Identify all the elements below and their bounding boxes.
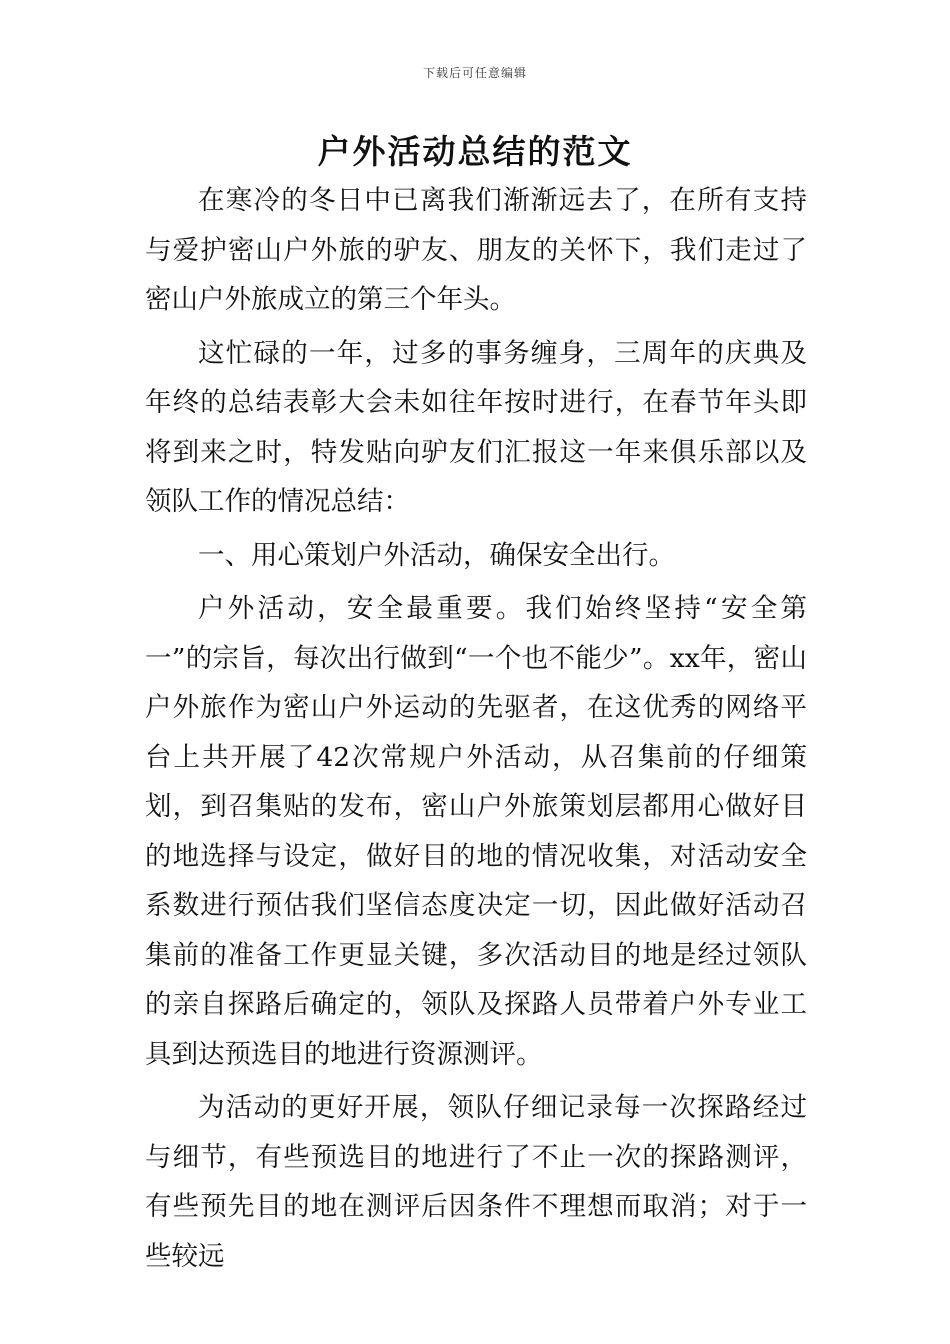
document-body — [145, 176, 807, 1285]
paragraph-busy-year: 这忙碌的一年，过多的事务缠身，三周年的庆典及年终的总结表彰大会未如往年按时进行，在春节年头即将到来之时，特发贴向驴友们汇报这一年来俱乐部以及领队工作的情况总结： — [145, 337, 807, 517]
header-note: 下载后可任意编辑 — [422, 66, 527, 80]
document-title: 户外活动总结的范文 — [317, 132, 633, 171]
section-heading-1: 一、用心策划户外活动，确保安全出行。 — [198, 539, 675, 571]
paragraph-intro: 在寒冷的冬日中已离我们渐渐远去了，在所有支持与爱护密山户外旅的驴友、朋友的关怀下，我们走过了密山户外旅成立的第三个年头。 — [145, 185, 807, 315]
paragraph-safety: 户外活动，安全最重要。我们始终坚持“安全第一”的宗旨，每次出行做到“一个也不能少”。xx年，密山户外旅作为密山户外运动的先驱者，在这优秀的网络平台上共开展了42次常规户外活动，从召集前的仔细策划，到召集贴的发布，密山户外旅策划层都用心做好目的地选择与设定，做好目的地的情况收集，对活动安全系数进行预估我们坚信态度决定一切，因此做好活动召集前的准备工作更显关键，多次活动目的地是经过领队的亲自探路后确定的，领队及探路人员带着户外专业工具到达预选目的地进行资源测评。 — [145, 593, 807, 1070]
paragraph-records: 为活动的更好开展，领队仔细记录每一次探路经过与细节，有些预选目的地进行了不止一次的探路测评，有些预先目的地在测评后因条件不理想而取消；对于一些较远 — [145, 1092, 807, 1272]
